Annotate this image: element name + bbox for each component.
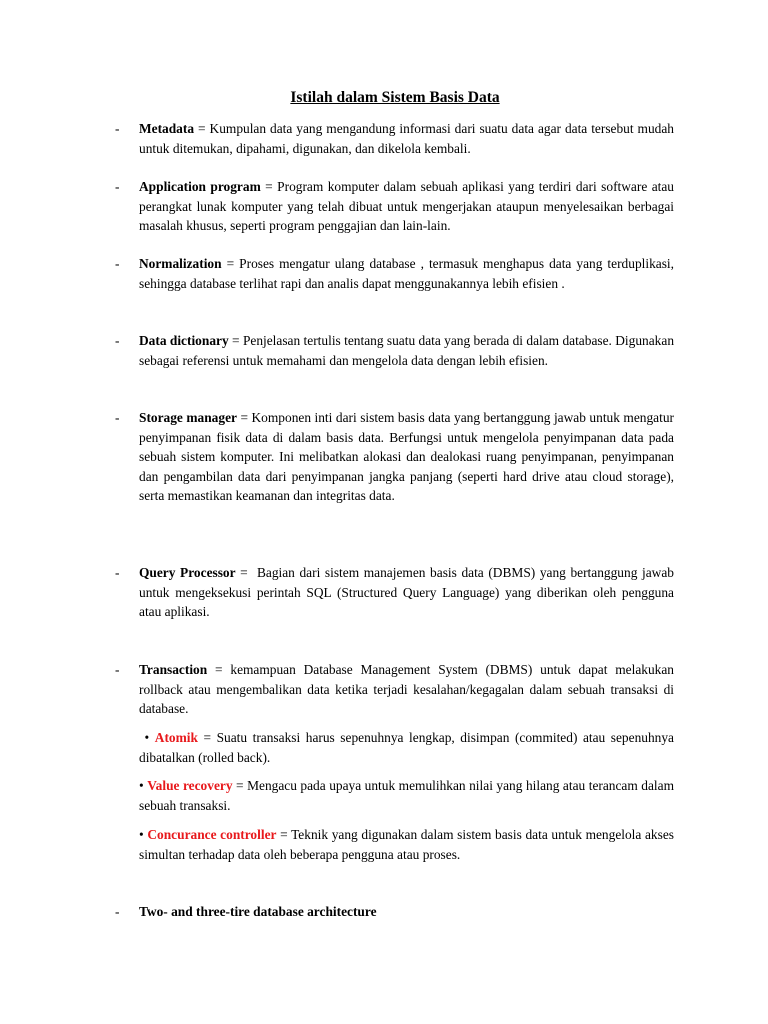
bullet: • (139, 778, 144, 793)
entry-text (139, 902, 674, 922)
list-dash: - (115, 121, 120, 136)
list-dash: - (115, 410, 120, 425)
term-definition: Proses mengatur ulang database , termasuk menghapus data yang terduplikasi, sehingga database terlihat rapi dan analis dapat menggunakannya lebih efisien . (139, 256, 674, 291)
term-definition: Program komputer dalam sebuah aplikasi yang terdiri dari software atau perangkat lunak komputer yang telah dibuat untuk mengerjakan ataupun menyelesaikan berbagai masalah khusus, seperti program penggajian dan lain-lain. (139, 179, 674, 233)
term-label: Normalization (139, 256, 222, 271)
sub-term-definition: Teknik yang digunakan dalam sistem basis data untuk mengelola akses simultan terhadap data oleh beberapa pengguna atau proses. (139, 827, 674, 862)
list-dash: - (115, 179, 120, 194)
term-label: Transaction (139, 662, 208, 677)
entry-text: Transaction = kemampuan Database Management System (DBMS) untuk dapat melakukan rollback atau mengembalikan data ketika terjadi kesalahan/kegagalan dalam sebuah transaksi di database. (139, 662, 674, 716)
list-dash: - (115, 333, 120, 348)
sub-entry-atomik: • Atomik = Suatu transaksi harus sepenuhnya lengkap, disimpan (commited) atau sepenuhnya dibatalkan (rolled back). (139, 730, 674, 765)
term-definition: kemampuan Database Management System (DBMS) untuk dapat melakukan rollback atau mengembalikan data ketika terjadi kesalahan/kegagalan dalam sebuah transaksi di database. (139, 662, 674, 716)
list-dash: - (115, 904, 120, 919)
term-label: Storage manager (139, 410, 237, 425)
term-label: Two- and three-tire database architecture (139, 904, 377, 919)
entry-text: Normalization = Proses mengatur ulang database , termasuk menghapus data yang terduplikasi, sehingga database terlihat rapi dan analis dapat menggunakannya lebih efisien . (139, 256, 674, 291)
entry-text: Metadata = Kumpulan data yang mengandung informasi dari suatu data agar data tersebut mudah untuk ditemukan, dipahami, digunakan, dan dikelola kembali. (139, 121, 675, 156)
sub-entry-concurance-controller: • Concurance controller = Teknik yang digunakan dalam sistem basis data untuk mengelola akses simultan terhadap data oleh beberapa pengguna atau proses. (139, 827, 674, 862)
term-label: Metadata (139, 121, 195, 136)
sub-term-definition: Suatu transaksi harus sepenuhnya lengkap, disimpan (commited) atau sepenuhnya dibatalkan (rolled back). (139, 730, 674, 765)
term-definition: Penjelasan tertulis tentang suatu data yang berada di dalam database. Digunakan sebagai referensi untuk memahami dan mengelola data dengan lebih efisien. (139, 333, 675, 368)
document-title: Istilah dalam Sistem Basis Data (290, 89, 500, 106)
sub-term-definition: Mengacu pada upaya untuk memulihkan nilai yang hilang atau terancam dalam sebuah transaksi. (139, 778, 675, 813)
list-dash: - (115, 256, 120, 271)
bullet: • (144, 730, 150, 745)
sub-term-label: Concurance controller (147, 827, 277, 842)
entry-text: Query Processor = Bagian dari sistem manajemen basis data (DBMS) yang bertanggung jawab untuk mengeksekusi perintah SQL (Structured Query Language) yang diberikan oleh pengguna atau aplikasi. (139, 565, 674, 619)
entry-text: Application program = Program komputer dalam sebuah aplikasi yang terdiri dari software atau perangkat lunak komputer yang telah dibuat untuk mengerjakan ataupun menyelesaikan berbagai masalah khusus, seperti program penggajian dan lain-lain. (139, 179, 674, 233)
term-label: Application program (139, 179, 261, 194)
entry-text: Storage manager = Komponen inti dari sistem basis data yang bertanggung jawab untuk mengatur penyimpanan fisik data di dalam basis data. Berfungsi untuk mengelola penyimpanan data pada sebuah sistem komputer. Ini melibatkan alokasi dan dealokasi ruang penyimpanan, penyimpanan dan pengambilan data dari penyimpanan jangka panjang (seperti hard drive atau cloud storage), serta memastikan keamanan dan integritas data. (139, 410, 674, 503)
term-label: Query Processor (139, 565, 236, 580)
term-definition: Bagian dari sistem manajemen basis data (DBMS) yang bertanggung jawab untuk mengeksekusi perintah SQL (Structured Query Language) yang diberikan oleh pengguna atau aplikasi. (139, 565, 674, 619)
term-definition: Kumpulan data yang mengandung informasi dari suatu data agar data tersebut mudah untuk ditemukan, dipahami, digunakan, dan dikelola kembali. (139, 121, 675, 156)
entry-text: Data dictionary = Penjelasan tertulis tentang suatu data yang berada di dalam database. Digunakan sebagai referensi untuk memahami dan mengelola data dengan lebih efisien. (139, 333, 675, 368)
sub-term-label: Atomik (154, 730, 198, 745)
sub-entry-value-recovery: • Value recovery = Mengacu pada upaya untuk memulihkan nilai yang hilang atau terancam dalam sebuah transaksi. (139, 778, 675, 813)
list-dash: - (115, 565, 120, 580)
sub-term-label: Value recovery (147, 778, 233, 793)
term-label: Data dictionary (139, 333, 229, 348)
bullet: • (139, 827, 144, 842)
term-definition: Komponen inti dari sistem basis data yang bertanggung jawab untuk mengatur penyimpanan fisik data di dalam basis data. Berfungsi untuk mengelola penyimpanan data pada sebuah sistem komputer. Ini melibatkan alokasi dan dealokasi ruang penyimpanan, penyimpanan dan pengambilan data dari penyimpanan jangka panjang (seperti hard drive atau cloud storage), serta memastikan keamanan dan integritas data. (139, 410, 674, 503)
list-dash: - (115, 662, 120, 677)
